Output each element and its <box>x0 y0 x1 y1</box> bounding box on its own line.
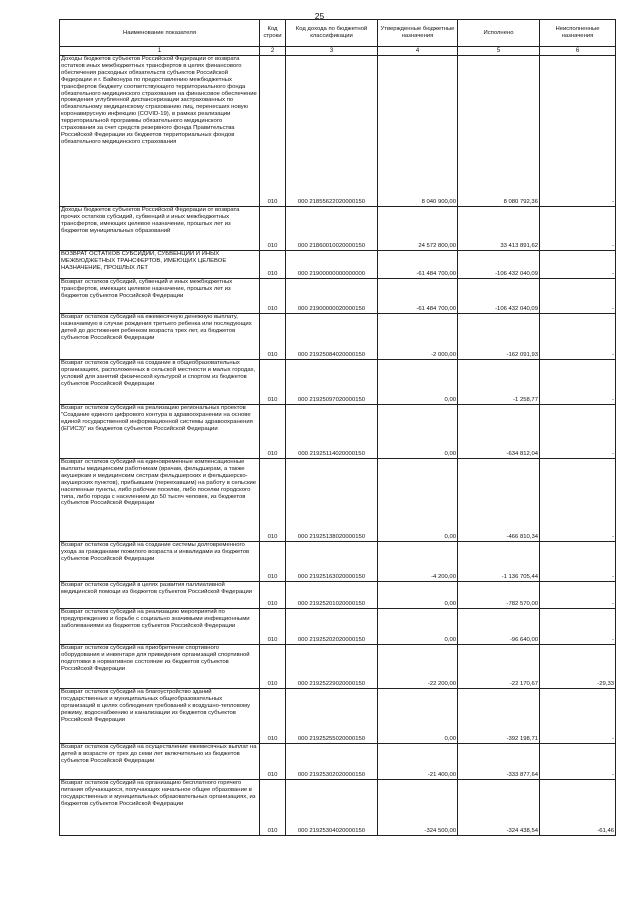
line-code: 010 <box>260 314 286 360</box>
indicator-name: Возврат остатков субсидий на единовременные компенсационные выплаты медицинским работникам (врачам, фельдшерам, а также акушеркам и медицинским сестрам фельдшерских и фельдшерско-акушерских пунктов), прибывшим (переехавшим) на работу в сельские населенные пункты, либо рабочие поселки, либо поселки городского типа, либо города с населением до 50 тысяч человек, из бюджетов субъектов Российской Федерации <box>60 459 260 542</box>
unexecuted-amount: - <box>540 542 616 582</box>
income-code: 000 21900000000000000 <box>286 251 378 279</box>
executed-amount: -1 258,77 <box>458 360 540 405</box>
line-code: 010 <box>260 251 286 279</box>
line-code: 010 <box>260 405 286 459</box>
table-row <box>60 645 616 689</box>
line-code: 010 <box>260 459 286 542</box>
executed-amount: 8 080 792,36 <box>458 56 540 207</box>
income-code: 000 21900000020000150 <box>286 279 378 314</box>
executed-amount: -1 136 705,44 <box>458 542 540 582</box>
approved-amount: 0,00 <box>378 459 458 542</box>
unexecuted-amount: - <box>540 459 616 542</box>
approved-amount: 0,00 <box>378 582 458 609</box>
unexecuted-amount: - <box>540 744 616 780</box>
income-code: 000 21925302020000150 <box>286 744 378 780</box>
column-number: 1 <box>60 47 260 56</box>
approved-amount: 0,00 <box>378 609 458 645</box>
income-code: 000 21925138020000150 <box>286 459 378 542</box>
table-row <box>60 56 616 207</box>
unexecuted-amount: -29,33 <box>540 645 616 689</box>
indicator-name: Возврат остатков субсидий на создание системы долговременного ухода за гражданами пожилого возраста и инвалидами из бюджетов субъектов Российской Федерации <box>60 542 260 582</box>
line-code: 010 <box>260 542 286 582</box>
approved-amount: 24 572 800,00 <box>378 207 458 251</box>
indicator-name: Возврат остатков субсидий на осуществление ежемесячных выплат на детей в возрасте от трех до семи лет включительно из бюджетов субъектов Российской Федерации <box>60 744 260 780</box>
unexecuted-amount: - <box>540 251 616 279</box>
approved-amount: -22 200,00 <box>378 645 458 689</box>
income-code: 000 21925229020000150 <box>286 645 378 689</box>
approved-amount: -21 400,00 <box>378 744 458 780</box>
line-code: 010 <box>260 689 286 744</box>
column-number: 2 <box>260 47 286 56</box>
table-row <box>60 689 616 744</box>
unexecuted-amount: - <box>540 279 616 314</box>
executed-amount: -333 877,64 <box>458 744 540 780</box>
indicator-name: Возврат остатков субсидий на создание в общеобразовательных организациях, расположенных в сельской местности и малых городах, условий для занятий физической культурой и спортом из бюджетов субъектов Российской Федерации <box>60 360 260 405</box>
table-row <box>60 405 616 459</box>
table-row <box>60 251 616 279</box>
income-report-table <box>59 19 616 836</box>
header-approved: Утвержденные бюджетные назначения <box>378 20 458 47</box>
column-number-row <box>60 47 616 56</box>
executed-amount: -782 570,00 <box>458 582 540 609</box>
approved-amount: 8 040 900,00 <box>378 56 458 207</box>
header-line-code: Код строки <box>260 20 286 47</box>
table-row <box>60 542 616 582</box>
indicator-name: Доходы бюджетов субъектов Российской Федерации от возврата прочих остатков субсидий, субвенций и иных межбюджетных трансфертов, имеющих целевое назначение, прошлых лет из бюджетов муниципальных образований <box>60 207 260 251</box>
line-code: 010 <box>260 582 286 609</box>
indicator-name: Возврат остатков субсидий на ежемесячную денежную выплату, назначаемую в случае рождения третьего ребенка или последующих детей до достижения ребенком возраста трех лет, из бюджетов субъектов Российской Федерации <box>60 314 260 360</box>
unexecuted-amount: - <box>540 360 616 405</box>
approved-amount: -324 500,00 <box>378 780 458 836</box>
column-number: 6 <box>540 47 616 56</box>
column-number: 3 <box>286 47 378 56</box>
line-code: 010 <box>260 744 286 780</box>
executed-amount: -106 432 040,09 <box>458 251 540 279</box>
unexecuted-amount: - <box>540 207 616 251</box>
table-row <box>60 207 616 251</box>
approved-amount: -61 484 700,00 <box>378 251 458 279</box>
table-row <box>60 279 616 314</box>
approved-amount: -2 000,00 <box>378 314 458 360</box>
indicator-name: Возврат остатков субсидий на реализацию мероприятий по предупреждению и борьбе с социально значимыми инфекционными заболеваниями из бюджетов субъектов Российской Федерации <box>60 609 260 645</box>
indicator-name: Возврат остатков субсидий на приобретение спортивного оборудования и инвентаря для приведения организаций спортивной подготовки в нормативное состояние из бюджетов субъектов Российской Федерации <box>60 645 260 689</box>
table-row <box>60 360 616 405</box>
table-row <box>60 314 616 360</box>
approved-amount: -4 200,00 <box>378 542 458 582</box>
header-executed: Исполнено <box>458 20 540 47</box>
indicator-name: ВОЗВРАТ ОСТАТКОВ СУБСИДИЙ, СУБВЕНЦИЙ И ИНЫХ МЕЖБЮДЖЕТНЫХ ТРАНСФЕРТОВ, ИМЕЮЩИХ ЦЕЛЕВОЕ НАЗНАЧЕНИЕ, ПРОШЛЫХ ЛЕТ <box>60 251 260 279</box>
executed-amount: -466 810,34 <box>458 459 540 542</box>
table-row <box>60 582 616 609</box>
income-code: 000 21925202020000150 <box>286 609 378 645</box>
income-code: 000 21860010020000150 <box>286 207 378 251</box>
executed-amount: -162 091,93 <box>458 314 540 360</box>
executed-amount: -106 432 040,09 <box>458 279 540 314</box>
line-code: 010 <box>260 360 286 405</box>
income-code: 000 21925163020000150 <box>286 542 378 582</box>
executed-amount: -22 170,67 <box>458 645 540 689</box>
income-code: 000 21855622020000150 <box>286 56 378 207</box>
indicator-name: Возврат остатков субсидий на организацию бесплатного горячего питания обучающихся, получающих начальное общее образование в государственных и муниципальных образовательных организациях, из бюджетов субъектов Российской Федерации <box>60 780 260 836</box>
indicator-name: Доходы бюджетов субъектов Российской Федерации от возврата остатков иных межбюджетных трансфертов в целях финансового обеспечения расходных обязательств субъектов Российской Федерации и г. Байконура по предоставлению межбюджетных трансфертов бюджету соответствующего территориального фонда обязательного медицинского страхования на финансовое обеспечение проведения углубленной диспансеризации застрахованных по обязательному медицинскому страхованию лиц, перенесших новую коронавирусную инфекцию (COVID-19), в рамках реализации территориальной программы обязательного медицинского страхования за счет средств резервного фонда Правительства Российской Федерации из бюджетов территориальных фондов обязательного медицинского страхования <box>60 56 260 207</box>
unexecuted-amount: - <box>540 609 616 645</box>
approved-amount: 0,00 <box>378 689 458 744</box>
unexecuted-amount: - <box>540 582 616 609</box>
header-row <box>60 20 616 47</box>
table-row <box>60 780 616 836</box>
indicator-name: Возврат остатков субсидий в целях развития паллиативной медицинской помощи из бюджетов субъектов Российской Федерации <box>60 582 260 609</box>
income-code: 000 21925114020000150 <box>286 405 378 459</box>
income-code: 000 21925097020000150 <box>286 360 378 405</box>
indicator-name: Возврат остатков субсидий на реализацию региональных проектов "Создание единого цифрового контура в здравоохранении на основе единой государственной информационной системы здравоохранения (ЕГИСЗ)" из бюджетов субъектов Российской Федерации <box>60 405 260 459</box>
line-code: 010 <box>260 279 286 314</box>
column-number: 4 <box>378 47 458 56</box>
approved-amount: -61 484 700,00 <box>378 279 458 314</box>
line-code: 010 <box>260 207 286 251</box>
unexecuted-amount: - <box>540 314 616 360</box>
unexecuted-amount: - <box>540 689 616 744</box>
indicator-name: Возврат остатков субсидий на благоустройство зданий государственных и муниципальных общеобразовательных организаций в целях соблюдения требований к воздушно-тепловому режиму, водоснабжению и канализации из бюджетов субъектов Российской Федерации <box>60 689 260 744</box>
line-code: 010 <box>260 56 286 207</box>
header-unexecuted: Неисполненные назначения <box>540 20 616 47</box>
line-code: 010 <box>260 645 286 689</box>
income-code: 000 21925201020000150 <box>286 582 378 609</box>
approved-amount: 0,00 <box>378 405 458 459</box>
executed-amount: 33 413 891,62 <box>458 207 540 251</box>
page-number: 25 <box>314 11 325 21</box>
executed-amount: -96 640,00 <box>458 609 540 645</box>
income-code: 000 21925084020000150 <box>286 314 378 360</box>
income-code: 000 21925255020000150 <box>286 689 378 744</box>
line-code: 010 <box>260 609 286 645</box>
table-row <box>60 609 616 645</box>
header-indicator-name: Наименование показателя <box>60 20 260 47</box>
executed-amount: -324 438,54 <box>458 780 540 836</box>
income-code: 000 21925304020000150 <box>286 780 378 836</box>
unexecuted-amount: - <box>540 405 616 459</box>
column-number: 5 <box>458 47 540 56</box>
line-code: 010 <box>260 780 286 836</box>
approved-amount: 0,00 <box>378 360 458 405</box>
executed-amount: -634 812,04 <box>458 405 540 459</box>
unexecuted-amount: -61,46 <box>540 780 616 836</box>
header-income-code: Код дохода по бюджетной классификации <box>286 20 378 47</box>
table-row <box>60 744 616 780</box>
indicator-name: Возврат остатков субсидий, субвенций и иных межбюджетных трансфертов, имеющих целевое назначение, прошлых лет из бюджетов субъектов Российской Федерации <box>60 279 260 314</box>
table-row <box>60 459 616 542</box>
executed-amount: -392 198,71 <box>458 689 540 744</box>
unexecuted-amount: - <box>540 56 616 207</box>
